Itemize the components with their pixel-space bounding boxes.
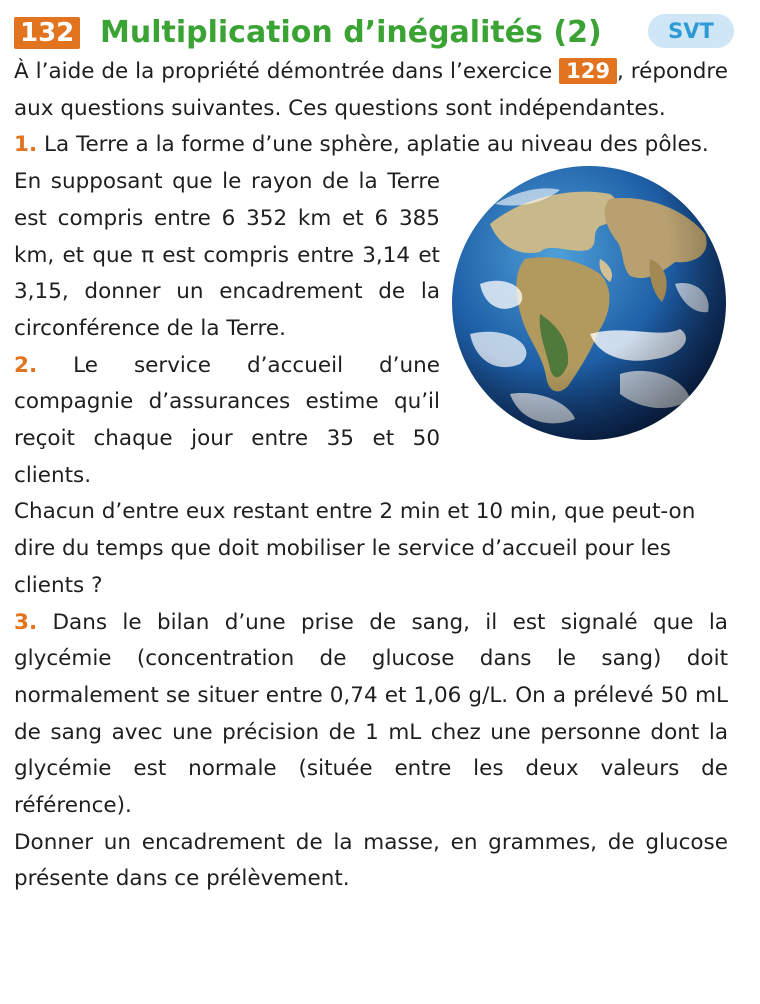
intro-paragraph bbox=[14, 54, 728, 127]
exercise-header bbox=[14, 14, 728, 54]
question-3-intro bbox=[14, 605, 728, 825]
question-1-number: 1. bbox=[14, 132, 38, 158]
question-1-details-text: En supposant que le rayon de la Terre est compris entre 6 352 km et 6 385 km, et que π est compris entre 3,14 et 3,15, donner un encadrement de la circonférence de la Terre. bbox=[14, 169, 440, 341]
intro-text-before: À l’aide de la propriété démontrée dans l’exercice bbox=[14, 59, 560, 84]
subject-badge-svt: SVT bbox=[648, 14, 734, 48]
question-1-text: La Terre a la forme d’une sphère, aplatie au niveau des pôles. bbox=[37, 132, 709, 158]
question-3-text: Dans le bilan d’une prise de sang, il est signalé que la glycémie (concentration de glucose dans le sang) doit normalement se situer entre 0,74 et 1,06 g/L. On a prélevé 50 mL de sang avec une précision de 1 mL chez une personne dont la glycémie est normale (située entre les deux valeurs de référence). bbox=[14, 609, 728, 819]
exercise-body bbox=[14, 54, 728, 898]
earth-globe-image bbox=[450, 164, 728, 442]
exercise-title: Multiplication d’inégalités (2) bbox=[100, 15, 602, 50]
question-2-details bbox=[14, 494, 728, 604]
exercise-reference-badge: 129 bbox=[559, 58, 617, 84]
exercise-number-badge: 132 bbox=[14, 17, 80, 49]
question-1-intro bbox=[14, 127, 728, 164]
question-2-text: Le service d’accueil d’une compagnie d’assurances estime qu’il reçoit chaque jour entre 35 et 50 clients. bbox=[14, 352, 440, 488]
question-3-details bbox=[14, 825, 728, 898]
question-2-number: 2. bbox=[14, 352, 38, 378]
earth-globe-icon bbox=[450, 164, 728, 442]
question-3-details-text: Donner un encadrement de la masse, en grammes, de glucose présente dans ce prélèvement. bbox=[14, 829, 728, 892]
exercise-132 bbox=[14, 14, 728, 898]
intro-text-after: , répondre aux questions suivantes. Ces questions sont indépendantes. bbox=[14, 59, 728, 121]
question-2-details-text: Chacun d’entre eux restant entre 2 min et 10 min, que peut-on dire du temps que doit mobiliser le service d’accueil pour les clients ? bbox=[14, 499, 696, 598]
question-3-number: 3. bbox=[14, 609, 38, 635]
